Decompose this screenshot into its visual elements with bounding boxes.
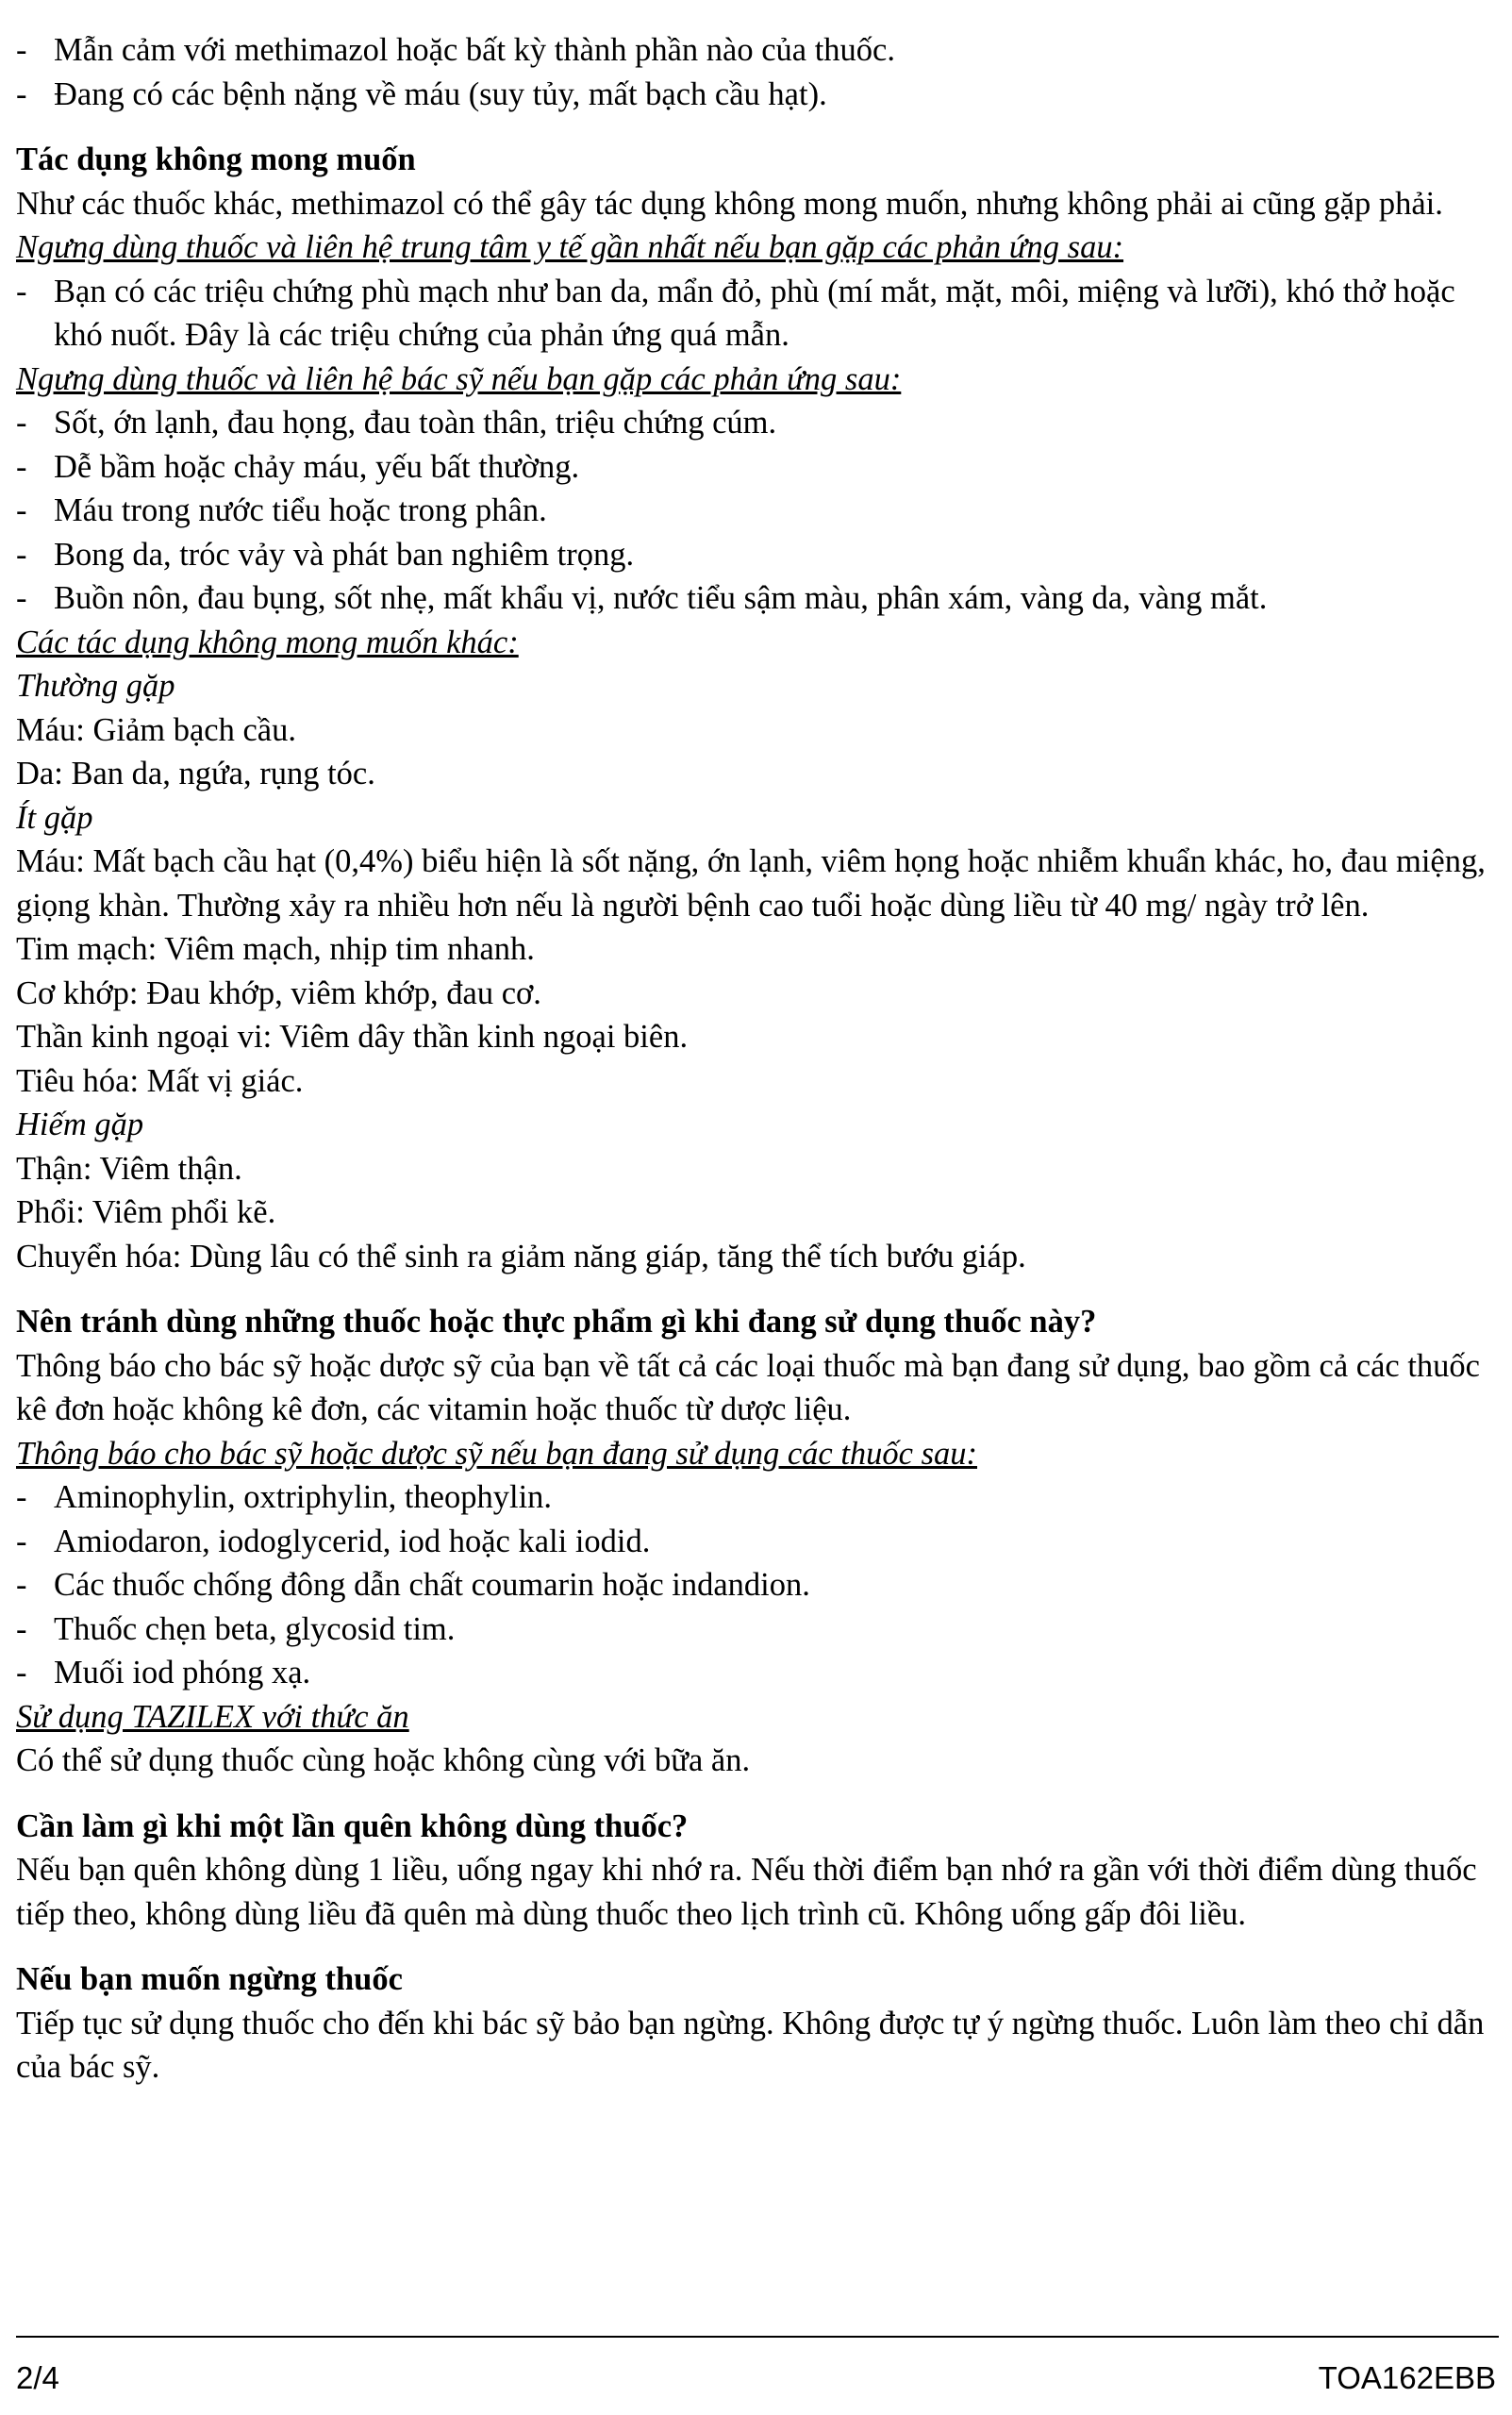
bullet-dash: -: [16, 448, 27, 485]
doctor-item: [16, 489, 1499, 533]
notify-label: Thông báo cho bác sỹ hoặc dược sỹ nếu bạn đang sử dụng các thuốc sau:: [16, 1435, 978, 1472]
doctor-item: [16, 576, 1499, 621]
doctor-item: [16, 445, 1499, 490]
bullet-dash: -: [16, 536, 27, 573]
interaction-item: [16, 1607, 1499, 1652]
section-gap: [16, 1936, 1499, 1957]
item-text: Muối iod phóng xạ.: [54, 1655, 311, 1690]
stopping-text: Tiếp tục sử dụng thuốc cho đến khi bác sỹ bảo bạn ngừng. Không được tự ý ngừng thuốc. Luôn làm theo chỉ dẫn của bác sỹ.: [16, 2005, 1485, 2085]
emergency-item: [16, 270, 1499, 358]
missed-dose-text: Nếu bạn quên không dùng 1 liều, uống ngay khi nhớ ra. Nếu thời điểm bạn nhớ ra gần với thời điểm dùng thuốc tiếp theo, không dùng liều đã quên mà dùng thuốc theo lịch trình cũ. Không uống gấp đôi liều.: [16, 1852, 1477, 1932]
common-label: Thường gặp: [16, 668, 175, 704]
rare-effect: Phổi: Viêm phổi kẽ.: [16, 1194, 276, 1230]
contraindication-item: [16, 73, 1499, 117]
doctor-item: [16, 401, 1499, 445]
bullet-dash: -: [16, 75, 27, 112]
bullet-dash: -: [16, 405, 27, 441]
section-gap: [16, 1278, 1499, 1300]
bullet-dash: -: [16, 1610, 27, 1647]
uncommon-effect: Thần kinh ngoại vi: Viêm dây thần kinh ngoại biên.: [16, 1019, 689, 1055]
bullet-dash: -: [16, 1479, 27, 1515]
bullet-dash: -: [16, 1523, 27, 1559]
page-number: 2/4: [16, 2360, 59, 2395]
doctor-item: [16, 533, 1499, 577]
item-text: Các thuốc chống đông dẫn chất coumarin hoặc indandion.: [54, 1567, 810, 1603]
section-gap: [16, 116, 1499, 138]
item-text: Buồn nôn, đau bụng, sốt nhẹ, mất khẩu vị, nước tiểu sậm màu, phân xám, vàng da, vàng mắt.: [54, 580, 1268, 616]
uncommon-effect: Tiêu hóa: Mất vị giác.: [16, 1062, 304, 1099]
item-text: Bạn có các triệu chứng phù mạch như ban da, mẩn đỏ, phù (mí mắt, mặt, môi, miệng và lưỡi), khó thở hoặc khó nuốt. Đây là các triệu chứng của phản ứng quá mẫn.: [54, 273, 1455, 353]
footer-rule: [16, 2336, 1499, 2338]
item-text: Mẫn cảm với methimazol hoặc bất kỳ thành phần nào của thuốc.: [54, 32, 895, 68]
interaction-item: [16, 1563, 1499, 1607]
bullet-dash: -: [16, 580, 27, 616]
item-text: Bong da, tróc vảy và phát ban nghiêm trọng.: [54, 536, 635, 573]
item-text: Amiodaron, iodoglycerid, iod hoặc kali iodid.: [54, 1523, 651, 1559]
interactions-heading: Nên tránh dùng những thuốc hoặc thực phẩm gì khi đang sử dụng thuốc này?: [16, 1304, 1097, 1340]
uncommon-effect: Cơ khớp: Đau khớp, viêm khớp, đau cơ.: [16, 974, 541, 1011]
item-text: Thuốc chẹn beta, glycosid tim.: [54, 1610, 456, 1647]
item-text: Dễ bầm hoặc chảy máu, yếu bất thường.: [54, 448, 580, 485]
interaction-item: [16, 1475, 1499, 1520]
uncommon-effect: Tim mạch: Viêm mạch, nhịp tim nhanh.: [16, 931, 535, 967]
section-gap: [16, 1783, 1499, 1805]
uncommon-effect: Máu: Mất bạch cầu hạt (0,4%) biểu hiện là sốt nặng, ớn lạnh, viêm họng hoặc nhiễm khuẩn khác, ho, đau miệng, giọng khàn. Thường xảy ra nhiều hơn nếu là người bệnh cao tuổi hoặc dùng liều từ 40 mg/ ngày trở lên.: [16, 843, 1486, 924]
common-effect: Máu: Giảm bạch cầu.: [16, 711, 296, 748]
interaction-item: [16, 1651, 1499, 1695]
stop-doctor-label: Ngưng dùng thuốc và liên hệ bác sỹ nếu bạn gặp các phản ứng sau:: [16, 360, 902, 397]
bullet-dash: -: [16, 32, 27, 68]
item-text: Sốt, ớn lạnh, đau họng, đau toàn thân, triệu chứng cúm.: [54, 405, 777, 441]
bullet-dash: -: [16, 1655, 27, 1690]
item-text: Đang có các bệnh nặng về máu (suy tủy, mất bạch cầu hạt).: [54, 75, 827, 112]
adverse-heading: Tác dụng không mong muốn: [16, 142, 416, 177]
food-label: Sử dụng TAZILEX với thức ăn: [16, 1698, 409, 1735]
rare-effect: Thận: Viêm thận.: [16, 1150, 242, 1187]
item-text: Aminophylin, oxtriphylin, theophylin.: [54, 1479, 553, 1515]
stop-emergency-label: Ngưng dùng thuốc và liên hệ trung tâm y tế gần nhất nếu bạn gặp các phản ứng sau:: [16, 229, 1124, 265]
uncommon-label: Ít gặp: [16, 799, 93, 836]
rare-label: Hiếm gặp: [16, 1107, 144, 1142]
rare-effect: Chuyển hóa: Dùng lâu có thể sinh ra giảm năng giáp, tăng thể tích bướu giáp.: [16, 1238, 1026, 1274]
interaction-item: [16, 1520, 1499, 1564]
item-text: Máu trong nước tiểu hoặc trong phân.: [54, 492, 547, 528]
interactions-intro: Thông báo cho bác sỹ hoặc dược sỹ của bạn về tất cả các loại thuốc mà bạn đang sử dụng, bao gồm cả các thuốc kê đơn hoặc không kê đơn, các vitamin hoặc thuốc từ dược liệu.: [16, 1347, 1480, 1427]
contraindication-item: [16, 28, 1499, 73]
other-effects-label: Các tác dụng không mong muốn khác:: [16, 624, 519, 660]
document-code: TOA162EBB: [1318, 2360, 1496, 2395]
bullet-dash: -: [16, 1567, 27, 1603]
document-body: [16, 28, 1499, 2090]
food-text: Có thể sử dụng thuốc cùng hoặc không cùng với bữa ăn.: [16, 1742, 751, 1778]
bullet-dash: -: [16, 273, 27, 309]
missed-dose-heading: Cần làm gì khi một lần quên không dùng thuốc?: [16, 1807, 689, 1844]
adverse-intro: Như các thuốc khác, methimazol có thể gây tác dụng không mong muốn, nhưng không phải ai cũng gặp phải.: [16, 185, 1443, 222]
common-effect: Da: Ban da, ngứa, rụng tóc.: [16, 756, 375, 791]
bullet-dash: -: [16, 492, 27, 528]
stopping-heading: Nếu bạn muốn ngừng thuốc: [16, 1961, 403, 1997]
